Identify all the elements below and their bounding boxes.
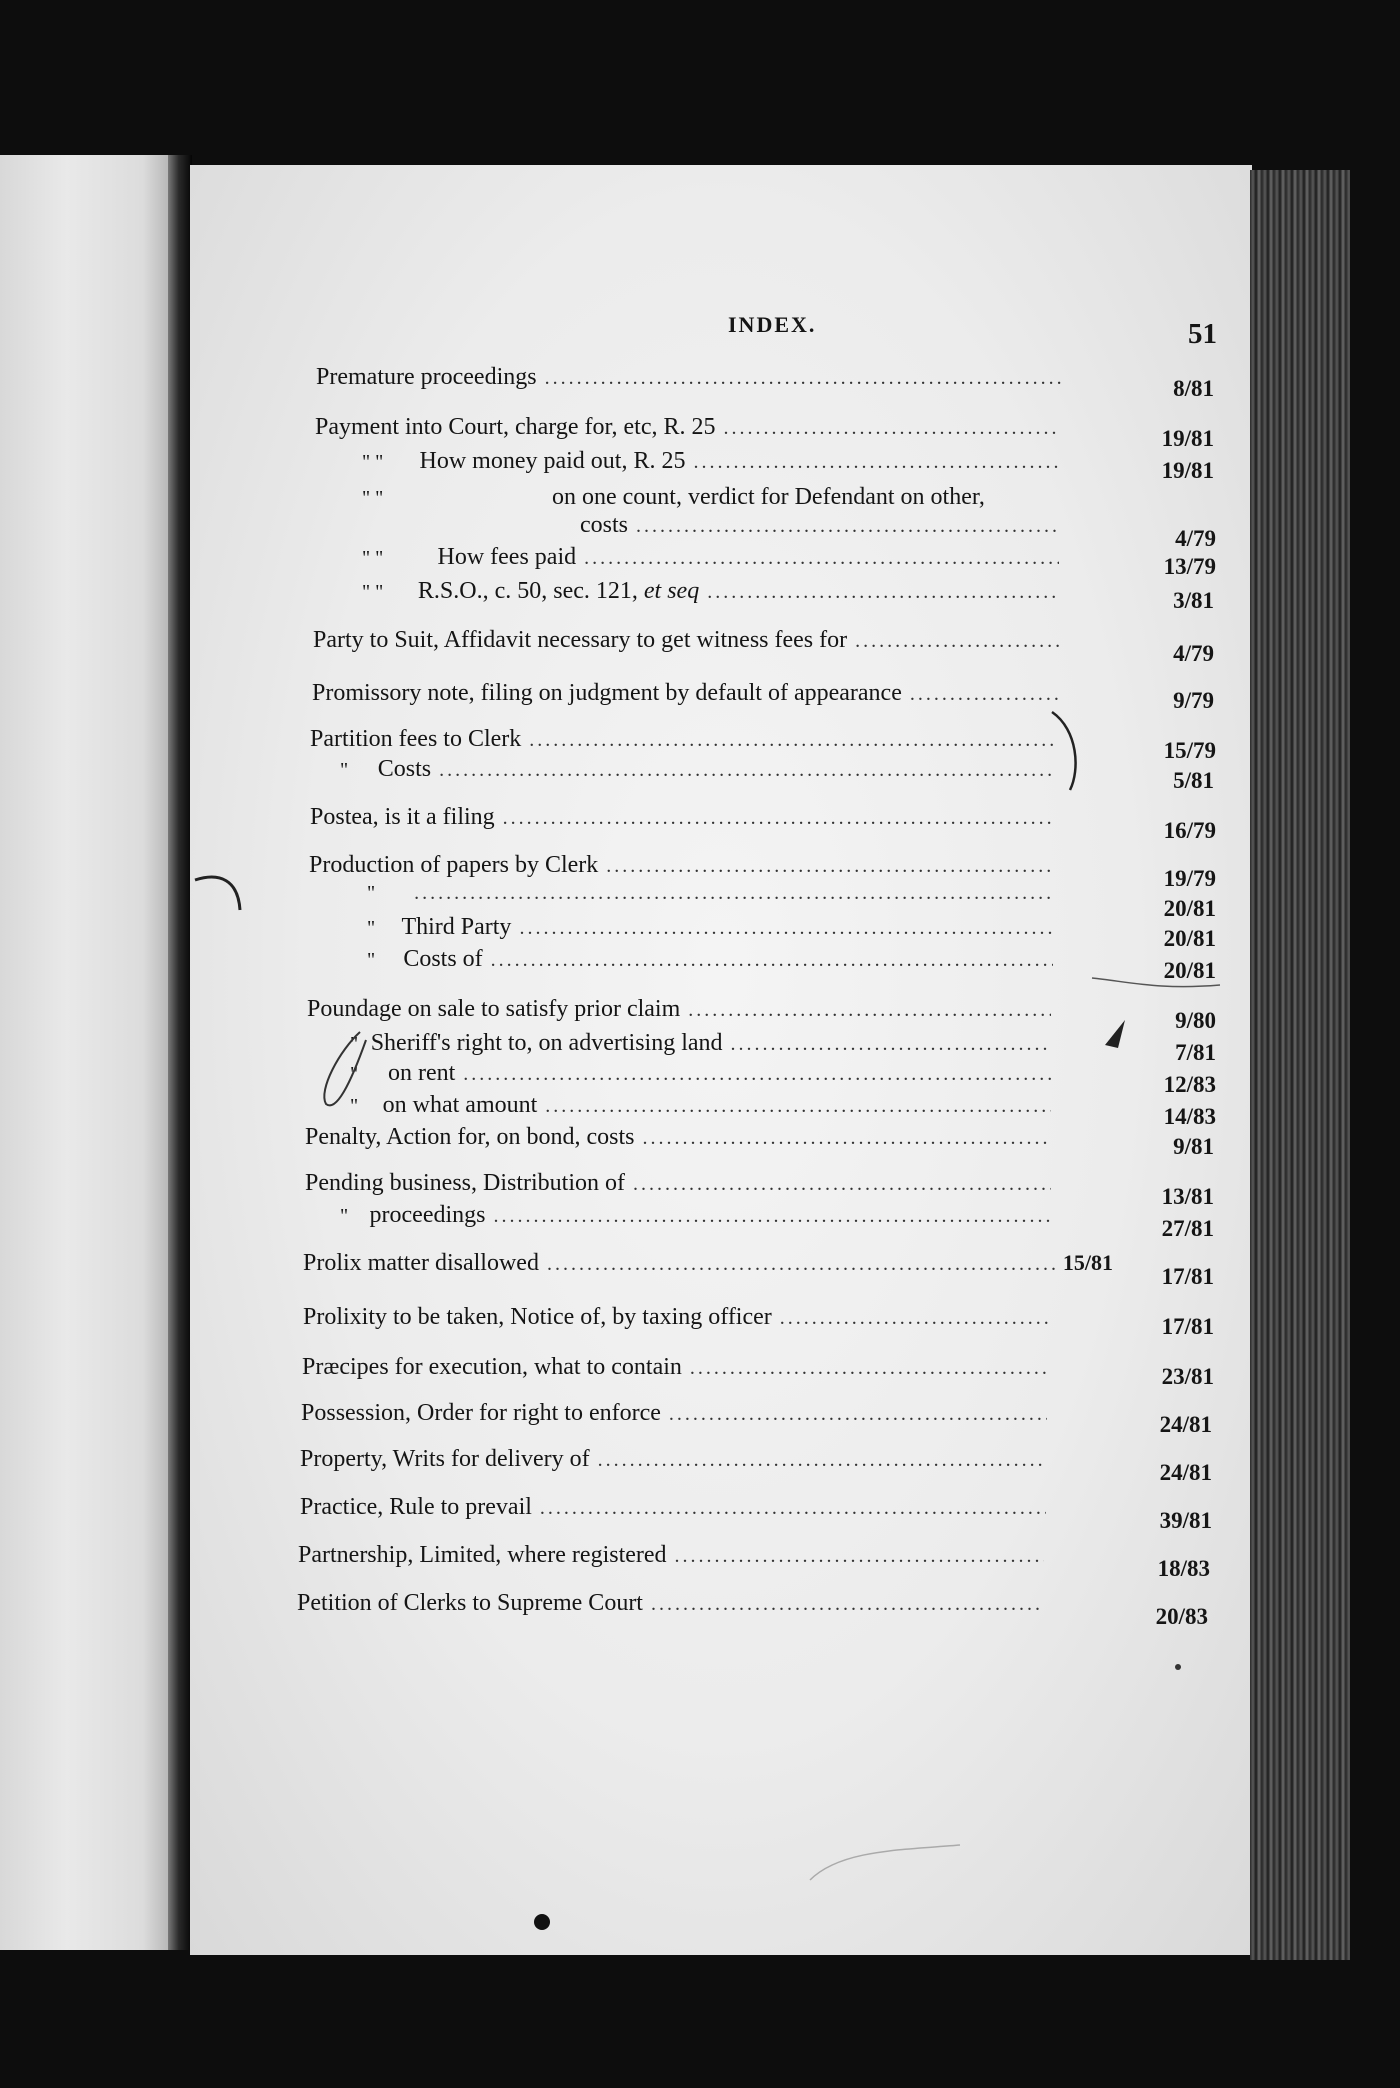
entry-ref: 39/81 xyxy=(1159,1508,1212,1533)
entry-ref: 13/81 xyxy=(1161,1184,1214,1209)
entry-label: on one count, verdict for Defendant on other, xyxy=(552,484,985,510)
entry-ref: 17/81 xyxy=(1161,1264,1214,1289)
pencil-hook-mark xyxy=(195,877,240,910)
ditto-marks: " " xyxy=(362,581,384,603)
pencil-loop-mark xyxy=(324,1032,366,1105)
entry-ref: 17/81 xyxy=(1161,1314,1214,1339)
entry-ref: 5/81 xyxy=(1173,768,1214,793)
ditto-marks: " xyxy=(350,1063,359,1085)
entry-ref: 9/81 xyxy=(1173,1134,1214,1159)
entry-label: on what amount xyxy=(382,1092,538,1118)
entry-ref: 4/79 xyxy=(1173,641,1214,666)
entry-label: Petition of Clerks to Supreme Court xyxy=(297,1590,643,1616)
entry-ref: 18/83 xyxy=(1157,1556,1210,1581)
entry-ref: 19/79 xyxy=(1163,866,1216,891)
page-number: 51 xyxy=(1188,318,1217,350)
entry-label: costs xyxy=(580,512,628,538)
entry-label: Penalty, Action for, on bond, costs xyxy=(305,1124,635,1150)
pencil-bracket-mark xyxy=(1052,712,1076,790)
ditto-marks: " xyxy=(367,882,376,904)
entry-ref: 12/83 xyxy=(1163,1072,1216,1097)
ink-blot xyxy=(534,1914,550,1930)
ditto-marks: " " xyxy=(362,547,384,569)
entry-ref: 3/81 xyxy=(1173,588,1214,613)
entry-label: Property, Writs for delivery of xyxy=(300,1446,590,1472)
entry-label: Possession, Order for right to enforce xyxy=(301,1400,661,1426)
entry-ref: 4/79 xyxy=(1175,526,1216,551)
ditto-marks: " " xyxy=(362,487,384,509)
entry-label: Partition fees to Clerk xyxy=(310,726,522,752)
entry-label: Poundage on sale to satisfy prior claim xyxy=(307,996,681,1022)
entry-label: Postea, is it a filing xyxy=(310,804,495,830)
faint-scribble-mark xyxy=(810,1845,960,1880)
entry-ref: 24/81 xyxy=(1159,1412,1212,1437)
entry-label: Partnership, Limited, where registered xyxy=(298,1542,667,1568)
ditto-marks: " xyxy=(367,917,376,939)
entry-ref: 8/81 xyxy=(1173,376,1214,401)
entry-ref: 19/81 xyxy=(1161,426,1214,451)
entry-ref: 20/81 xyxy=(1163,896,1216,921)
pencil-arrow-mark xyxy=(1105,1020,1125,1048)
entry-label: R.S.O., c. 50, sec. 121, xyxy=(417,578,638,604)
entry-ref: 20/81 xyxy=(1163,926,1216,951)
page-title: INDEX. xyxy=(728,312,817,337)
entry-ref: 9/79 xyxy=(1173,688,1214,713)
entry-ref: 16/79 xyxy=(1163,818,1216,843)
entry-label: How money paid out, R. 25 xyxy=(419,448,686,474)
entry-label: Third Party xyxy=(401,914,512,940)
pencil-line-mark xyxy=(1092,978,1220,987)
entry-ref: 20/83 xyxy=(1155,1604,1208,1629)
ditto-marks: " xyxy=(340,1205,349,1227)
entry-label: How fees paid xyxy=(437,544,577,570)
entry-label: Præcipes for execution, what to contain xyxy=(302,1354,682,1380)
entry-ref: 9/80 xyxy=(1175,1008,1216,1033)
entry-ref: 27/81 xyxy=(1161,1216,1214,1241)
entry-ref: 19/81 xyxy=(1161,458,1214,483)
entry-label: Prolix matter disallowed xyxy=(303,1250,539,1276)
ditto-marks: " xyxy=(340,759,349,781)
entry-label: on rent xyxy=(387,1060,456,1086)
entry-label: Sheriff's right to, on advertising land xyxy=(370,1030,723,1056)
ink-dot xyxy=(1175,1664,1181,1670)
entry-label: Pending business, Distribution of xyxy=(305,1170,626,1196)
entry-ref: 14/83 xyxy=(1163,1104,1216,1129)
entry-label: Production of papers by Clerk xyxy=(309,852,599,878)
entry-label: Payment into Court, charge for, etc, R. 25 xyxy=(315,414,716,440)
entry-ref: 24/81 xyxy=(1159,1460,1212,1485)
entry-label: Party to Suit, Affidavit necessary to get witness fees for xyxy=(313,627,848,653)
entry-ref: 13/79 xyxy=(1163,554,1216,579)
entry-ref: 7/81 xyxy=(1175,1040,1216,1065)
entry-ref: 15/79 xyxy=(1163,738,1216,763)
entry-label: Promissory note, filing on judgment by default of appearance xyxy=(312,680,902,706)
entry-ref: 23/81 xyxy=(1161,1364,1214,1389)
entry-label-italic: et seq xyxy=(643,578,700,604)
entry-extra-ref: 15/81 xyxy=(1062,1250,1113,1275)
ditto-marks: " xyxy=(350,1095,359,1117)
ditto-marks: " xyxy=(350,1033,359,1055)
ditto-marks: " " xyxy=(362,451,384,473)
entry-label: Costs xyxy=(377,756,432,782)
entry-label: Premature proceedings xyxy=(316,364,537,390)
entry-label: proceedings xyxy=(369,1202,486,1228)
entry-label: Practice, Rule to prevail xyxy=(300,1494,532,1520)
entry-label: Costs of xyxy=(403,946,483,972)
ditto-marks: " xyxy=(367,949,376,971)
entry-ref: 20/81 xyxy=(1163,958,1216,983)
entry-label: Prolixity to be taken, Notice of, by taxing officer xyxy=(303,1304,772,1330)
